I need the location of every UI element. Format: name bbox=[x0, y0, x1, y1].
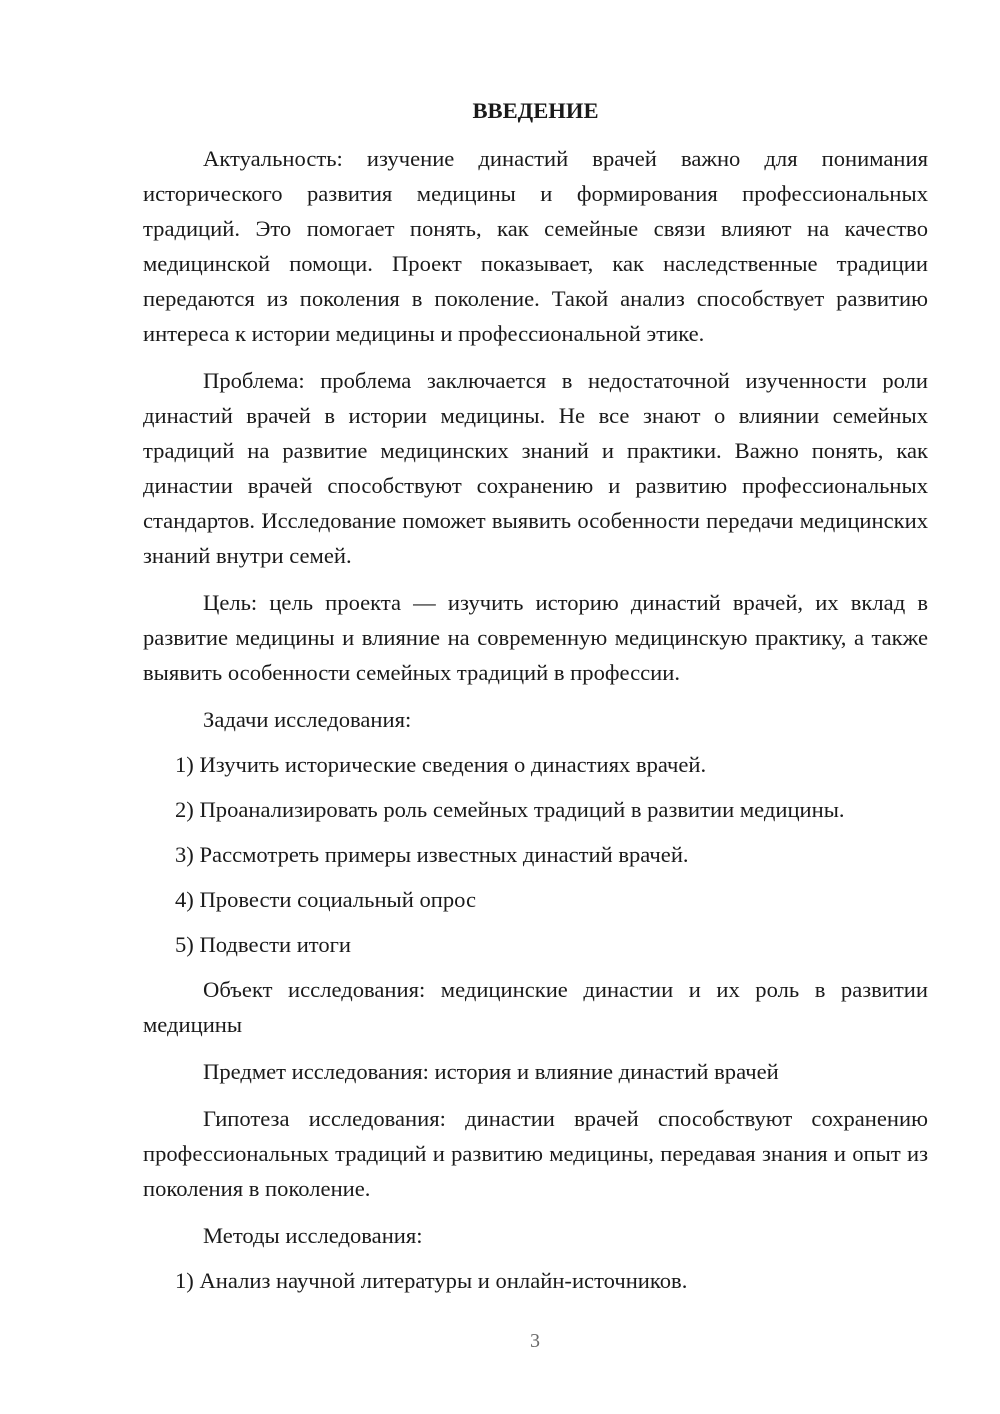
goal-paragraph: Цель: цель проекта — изучить историю династий врачей, их вклад в развитие медицины и влияние на современную медицинскую практику, а также выявить особенности семейных традиций в профессии. bbox=[143, 590, 928, 685]
list-item: 4) Провести социальный опрос bbox=[175, 887, 477, 912]
problem-paragraph: Проблема: проблема заключается в недостаточной изученности роли династий врачей в истории медицины. Не все знают о влиянии семейных традиций на развитие медицинских знаний и практики. Важно понять, как династии врачей способствуют сохранению и развитию профессиональных стандартов. Исследование поможет выявить особенности передачи медицинских знаний внутри семей. bbox=[143, 368, 928, 568]
subject-paragraph: Предмет исследования: история и влияние династий врачей bbox=[203, 1059, 779, 1084]
list-item: 2) Проанализировать роль семейных традиций в развитии медицины. bbox=[175, 797, 845, 822]
list-item: 5) Подвести итоги bbox=[175, 932, 352, 957]
document-body bbox=[143, 96, 928, 1308]
list-item: 3) Рассмотреть примеры известных династий врачей. bbox=[175, 842, 689, 867]
tasks-heading: Задачи исследования: bbox=[203, 707, 412, 732]
page-number: 3 bbox=[530, 1330, 540, 1352]
list-item: 1) Изучить исторические сведения о династиях врачей. bbox=[175, 752, 707, 777]
methods-list bbox=[143, 1263, 928, 1298]
methods-heading: Методы исследования: bbox=[203, 1223, 423, 1248]
list-item: 1) Анализ научной литературы и онлайн-источников. bbox=[175, 1268, 688, 1293]
object-paragraph: Объект исследования: медицинские династии и их роль в развитии медицины bbox=[143, 977, 928, 1037]
tasks-list bbox=[143, 747, 928, 962]
relevance-paragraph: Актуальность: изучение династий врачей важно для понимания исторического развития медицины и формирования профессиональных традиций. Это помогает понять, как семейные связи влияют на качество медицинской помощи. Проект показывает, как наследственные традиции передаются из поколения в поколение. Такой анализ способствует развитию интереса к истории медицины и профессиональной этике. bbox=[143, 146, 928, 346]
document-title: ВВЕДЕНИЕ bbox=[472, 98, 599, 123]
hypothesis-paragraph: Гипотеза исследования: династии врачей способствуют сохранению профессиональных традиций и развитию медицины, передавая знания и опыт из поколения в поколение. bbox=[143, 1106, 928, 1201]
